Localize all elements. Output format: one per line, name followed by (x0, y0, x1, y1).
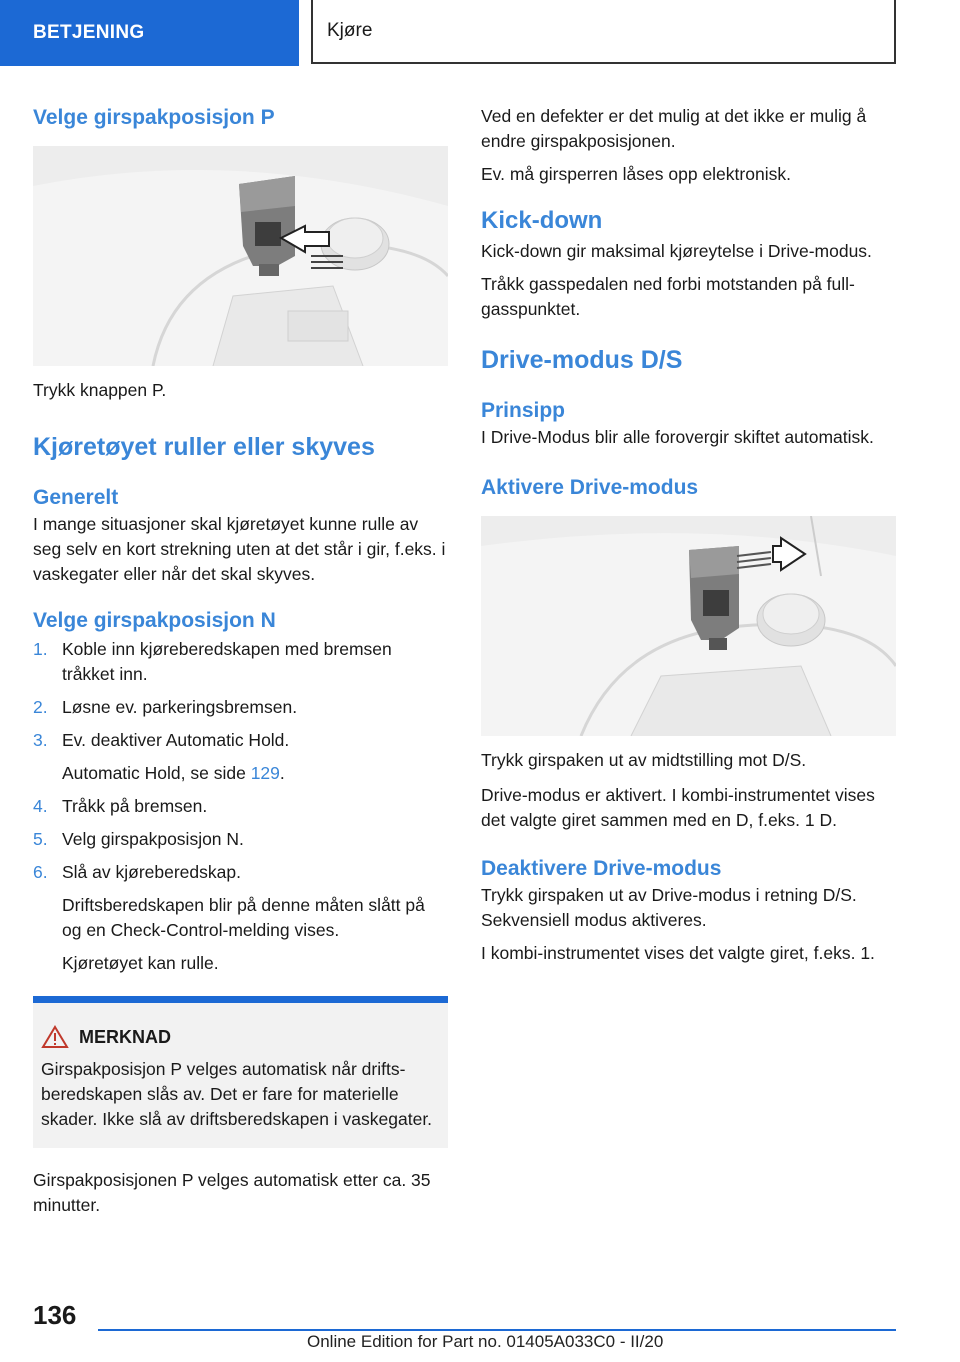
warning-triangle-icon (41, 1025, 69, 1049)
intro-text-1: Ved en defekter er det mulig at det ikke er mulig å endre girspakposisjonen. (481, 106, 867, 151)
fig1-caption: Trykk knappen P. (33, 380, 167, 400)
kick-text-2: Tråkk gasspedalen ned forbi motstanden på fullgasspunktet. (481, 274, 855, 319)
list-item: 1. Koble inn kjøreberedskapen med bremsen tråkket inn. (33, 639, 392, 684)
footer-rule (98, 1329, 896, 1331)
heading-velge-p: Velge girspakposisjon P (33, 106, 275, 129)
deakt-text-1: Trykk girspaken ut av Drive-modus i retning D/S. Sekvensiell modus aktiveres. (481, 885, 857, 930)
section-tab (0, 0, 299, 66)
aktivert-text: Drive-modus er aktivert. I kombi-instrumentet vises det valgte giret sammen med en D, f.eks. 1 D. (481, 785, 875, 830)
list-item: 4. Tråkk på bremsen. (33, 796, 208, 816)
heading-ruller: Kjøretøyet ruller eller skyves (33, 433, 375, 461)
heading-velge-n: Velge girspakposisjon N (33, 609, 276, 632)
page-link-129[interactable]: 129 (250, 763, 280, 783)
after-notice-text: Girspakposisjonen P velges automatisk etter ca. 35 minutter. (33, 1170, 431, 1215)
list-item: 6. Slå av kjøreberedskap. (33, 862, 241, 882)
list-item: 3. Ev. deaktiver Automatic Hold. (33, 730, 290, 750)
gear-selector-figure-p (33, 146, 448, 366)
gear-selector-figure-ds (481, 516, 896, 736)
intro-text-2: Ev. må girsperren låses opp elektronisk. (481, 164, 791, 184)
step6-sub1: Driftsberedskapen blir på denne måten slått på og en Check-Control-melding vises. (62, 895, 425, 940)
steps-list (33, 637, 448, 753)
heading-kickdown: Kick-down (481, 207, 603, 234)
list-item: 5. Velg girspakposisjon N. (33, 829, 244, 849)
notice-box (33, 996, 448, 1148)
heading-aktivere: Aktivere Drive-modus (481, 476, 699, 499)
chapter-title: Kjøre (327, 20, 373, 41)
heading-generelt: Generelt (33, 486, 119, 509)
heading-prinsipp: Prinsipp (481, 399, 566, 422)
page-number: 136 (33, 1300, 77, 1330)
step3-sub: Automatic Hold, se side 129. (62, 763, 285, 783)
notice-title: MERKNAD (79, 1026, 171, 1047)
chapter-tab (311, 0, 896, 64)
heading-deaktivere: Deaktivere Drive-modus (481, 857, 722, 880)
gear-lever-illustration-p (33, 146, 448, 366)
generelt-text: I mange situasjoner skal kjøretøyet kunne rulle av seg selv en kort strekning uten at det står i gir, f.eks. i vaskegater eller når det skal skyves. (33, 514, 446, 584)
section-title: BETJENING (33, 22, 145, 43)
step6-sub2: Kjøretøyet kan rulle. (62, 953, 219, 973)
prinsipp-text: I Drive-Modus blir alle forovergir skiftet automatisk. (481, 427, 874, 447)
fig2-caption: Trykk girspaken ut av midtstilling mot D/S. (481, 750, 807, 770)
right-column (481, 96, 896, 966)
steps-list-cont (33, 794, 448, 885)
left-column (33, 96, 448, 1218)
notice-text: Girspakposisjon P velges automatisk når driftsberedskapen slås av. Det er fare for materielle skader. Ikke slå av driftsberedskapen i vaskegater. (41, 1059, 433, 1129)
list-item: 2. Løsne ev. parkeringsbremsen. (33, 697, 298, 717)
heading-drive-modus: Drive-modus D/S (481, 346, 683, 374)
footer-edition: Online Edition for Part no. 01405A033C0 - II/20 (307, 1332, 664, 1351)
deakt-text-2: I kombi-instrumentet vises det valgte giret, f.eks. 1. (481, 943, 875, 963)
kick-text-1: Kick-down gir maksimal kjøreytelse i Drive-modus. (481, 241, 872, 261)
gear-lever-illustration-ds (481, 516, 896, 736)
